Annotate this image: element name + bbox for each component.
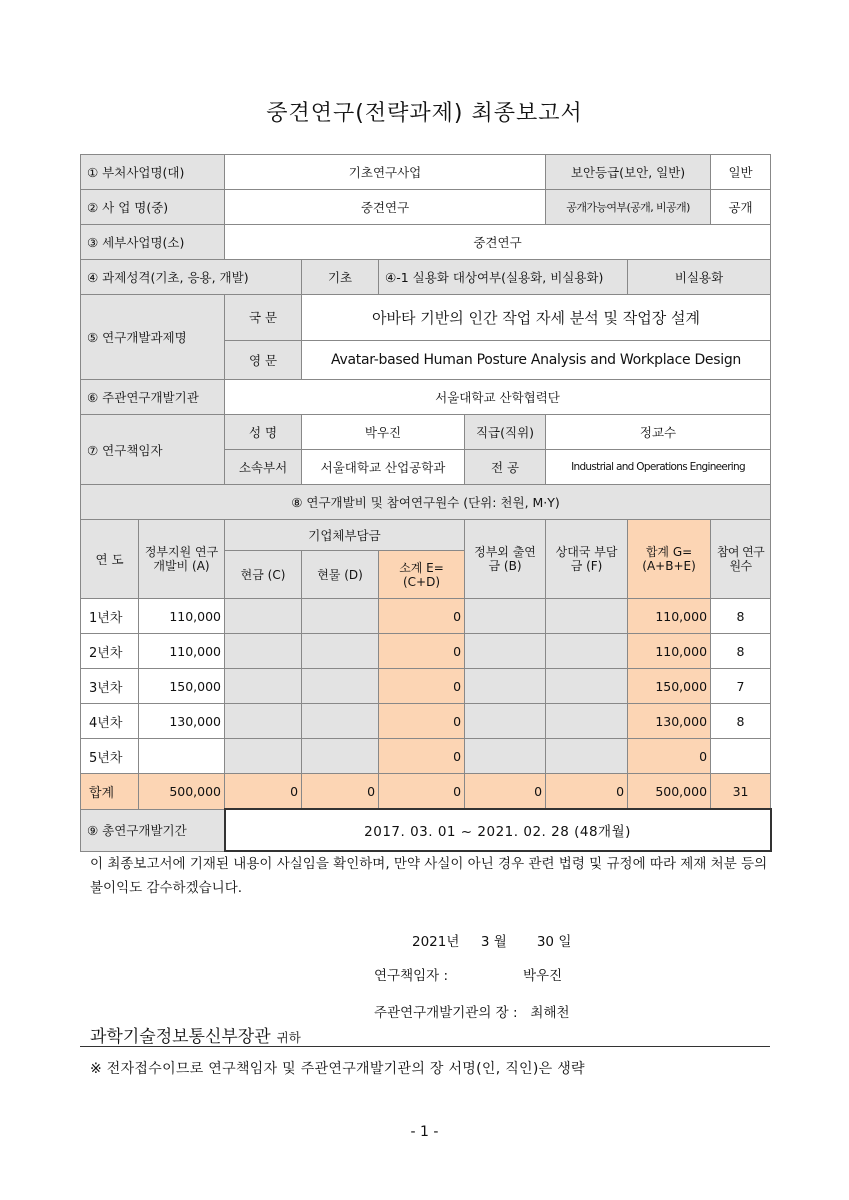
recipient-suffix: 귀하 xyxy=(276,1030,301,1045)
recipient-name: 과학기술정보통신부장관 xyxy=(90,1027,271,1047)
gov-cell: 110,000 xyxy=(139,599,225,634)
gov-cell xyxy=(139,739,225,774)
head-signature-label: 주관연구개발기관의 장 : xyxy=(374,1005,518,1021)
researchers-cell: 8 xyxy=(711,599,771,634)
row-program xyxy=(81,190,771,225)
cash-cell xyxy=(225,704,302,739)
partner-cell xyxy=(546,739,628,774)
pi-signature-label: 연구책임자 : xyxy=(374,968,449,984)
col-company-header: 기업체부담금 xyxy=(225,520,465,551)
partner-cell xyxy=(546,704,628,739)
pi-major-value: Industrial and Operations Engineering xyxy=(546,450,771,485)
project-type-value: 기초 xyxy=(302,260,379,295)
cash-cell xyxy=(225,634,302,669)
sum-partner-cell: 0 xyxy=(546,774,628,810)
commercial-value: 비실용화 xyxy=(628,260,771,295)
nongov-cell xyxy=(465,634,546,669)
subtotal-cell: 0 xyxy=(379,634,465,669)
kind-cell xyxy=(302,669,379,704)
col-total-header: 합계 G=(A+B+E) xyxy=(628,520,711,599)
sum-kind-cell: 0 xyxy=(302,774,379,810)
nongov-cell xyxy=(465,704,546,739)
confirmation-statement: 이 최종보고서에 기재된 내용이 사실임을 확인하며, 만약 사실이 아닌 경우 관련 법령 및 규정에 따라 제재 처분 등의 불이익도 감수하겠습니다. xyxy=(90,856,768,896)
row-budget-heading xyxy=(81,485,771,520)
program-value: 중견연구 xyxy=(225,190,546,225)
subtotal-cell: 0 xyxy=(379,739,465,774)
sum-subtotal-cell: 0 xyxy=(379,774,465,810)
col-nongov-header: 정부외 출연금 (B) xyxy=(465,520,546,599)
nongov-cell xyxy=(465,669,546,704)
researchers-cell: 8 xyxy=(711,634,771,669)
subprogram-value: 중견연구 xyxy=(225,225,771,260)
security-value: 일반 xyxy=(711,155,771,190)
subtotal-cell: 0 xyxy=(379,704,465,739)
ministry-value: 기초연구사업 xyxy=(225,155,546,190)
table-row xyxy=(81,599,771,634)
row-project-type xyxy=(81,260,771,295)
report-date xyxy=(412,930,571,950)
year-cell: 5년차 xyxy=(81,739,139,774)
nongov-cell xyxy=(465,599,546,634)
row-institution xyxy=(81,380,771,415)
nongov-cell xyxy=(465,739,546,774)
pi-label: ⑦ 연구책임자 xyxy=(81,415,225,485)
sum-researchers-cell: 31 xyxy=(711,774,771,810)
row-period xyxy=(81,809,771,851)
pi-name-value: 박우진 xyxy=(302,415,465,450)
subtotal-cell: 0 xyxy=(379,669,465,704)
head-signature-name: 최해천 xyxy=(530,1005,570,1021)
sum-year-cell: 합계 xyxy=(81,774,139,810)
year-cell: 1년차 xyxy=(81,599,139,634)
kind-cell xyxy=(302,599,379,634)
sum-cash-cell: 0 xyxy=(225,774,302,810)
col-partner-header: 상대국 부담금 (F) xyxy=(546,520,628,599)
col-kind-header: 현물 (D) xyxy=(302,551,379,599)
head-signature xyxy=(374,1001,570,1021)
pi-position-value: 정교수 xyxy=(546,415,771,450)
sum-gov-cell: 500,000 xyxy=(139,774,225,810)
program-label: ② 사 업 명(중) xyxy=(81,190,225,225)
gov-cell: 130,000 xyxy=(139,704,225,739)
disclosure-label: 공개가능여부(공개, 비공개) xyxy=(546,190,711,225)
researchers-cell: 8 xyxy=(711,704,771,739)
gov-cell: 110,000 xyxy=(139,634,225,669)
period-label: ⑨ 총연구개발기간 xyxy=(81,809,225,851)
row-ministry xyxy=(81,155,771,190)
institution-value: 서울대학교 산학협력단 xyxy=(225,380,771,415)
project-name-kor: 아바타 기반의 인간 작업 자세 분석 및 작업장 설계 xyxy=(302,295,771,341)
cash-cell xyxy=(225,599,302,634)
col-year-header: 연 도 xyxy=(81,520,139,599)
budget-header-row-1 xyxy=(81,520,771,551)
total-cell: 130,000 xyxy=(628,704,711,739)
institution-label: ⑥ 주관연구개발기관 xyxy=(81,380,225,415)
pi-position-label: 직급(직위) xyxy=(465,415,546,450)
pi-dept-label: 소속부서 xyxy=(225,450,302,485)
ministry-label: ① 부처사업명(대) xyxy=(81,155,225,190)
cash-cell xyxy=(225,669,302,704)
date-month: 3 월 xyxy=(480,934,507,950)
table-row xyxy=(81,669,771,704)
sum-total-cell: 500,000 xyxy=(628,774,711,810)
partner-cell xyxy=(546,599,628,634)
cash-cell xyxy=(225,739,302,774)
subtotal-cell: 0 xyxy=(379,599,465,634)
commercial-label: ④-1 실용화 대상여부(실용화, 비실용화) xyxy=(379,260,628,295)
pi-signature-name: 박우진 xyxy=(523,968,563,984)
project-type-label: ④ 과제성격(기초, 응용, 개발) xyxy=(81,260,302,295)
period-value: 2017. 03. 01 ~ 2021. 02. 28 (48개월) xyxy=(225,809,771,851)
table-sum-row xyxy=(81,774,771,810)
year-cell: 3년차 xyxy=(81,669,139,704)
row-pi-name xyxy=(81,415,771,450)
researchers-cell: 7 xyxy=(711,669,771,704)
project-name-eng: Avatar-based Human Posture Analysis and Workplace Design xyxy=(302,340,771,379)
total-cell: 110,000 xyxy=(628,599,711,634)
partner-cell xyxy=(546,669,628,704)
kind-cell xyxy=(302,739,379,774)
signature-omission-note: ※ 전자접수이므로 연구책임자 및 주관연구개발기관의 장 서명(인, 직인)은 생략 xyxy=(90,1061,585,1077)
col-gov-header: 정부지원 연구개발비 (A) xyxy=(139,520,225,599)
kind-cell xyxy=(302,704,379,739)
date-day: 30 일 xyxy=(536,934,572,950)
pi-dept-value: 서울대학교 산업공학과 xyxy=(302,450,465,485)
table-row xyxy=(81,739,771,774)
eng-label: 영 문 xyxy=(225,340,302,379)
recipient xyxy=(90,1022,301,1047)
year-cell: 2년차 xyxy=(81,634,139,669)
col-subtotal-header: 소계 E=(C+D) xyxy=(379,551,465,599)
year-cell: 4년차 xyxy=(81,704,139,739)
table-row xyxy=(81,704,771,739)
page-number: - 1 - xyxy=(410,1124,439,1140)
researchers-cell xyxy=(711,739,771,774)
divider xyxy=(80,1046,770,1047)
kor-label: 국 문 xyxy=(225,295,302,341)
partner-cell xyxy=(546,634,628,669)
kind-cell xyxy=(302,634,379,669)
total-cell: 110,000 xyxy=(628,634,711,669)
pi-name-label: 성 명 xyxy=(225,415,302,450)
total-cell: 150,000 xyxy=(628,669,711,704)
report-title: 중견연구(전략과제) 최종보고서 xyxy=(266,101,583,126)
project-name-label: ⑤ 연구개발과제명 xyxy=(81,295,225,380)
report-info-table xyxy=(80,154,772,852)
security-label: 보안등급(보안, 일반) xyxy=(546,155,711,190)
table-row xyxy=(81,634,771,669)
gov-cell: 150,000 xyxy=(139,669,225,704)
pi-major-label: 전 공 xyxy=(465,450,546,485)
subprogram-label: ③ 세부사업명(소) xyxy=(81,225,225,260)
disclosure-value: 공개 xyxy=(711,190,771,225)
budget-heading: ⑧ 연구개발비 및 참여연구원수 (단위: 천원, M·Y) xyxy=(81,485,771,520)
col-cash-header: 현금 (C) xyxy=(225,551,302,599)
row-title-kor xyxy=(81,295,771,341)
total-cell: 0 xyxy=(628,739,711,774)
row-subprogram xyxy=(81,225,771,260)
col-researchers-header: 참여 연구원수 xyxy=(711,520,771,599)
sum-nongov-cell: 0 xyxy=(465,774,546,810)
date-year: 2021년 xyxy=(412,934,460,950)
